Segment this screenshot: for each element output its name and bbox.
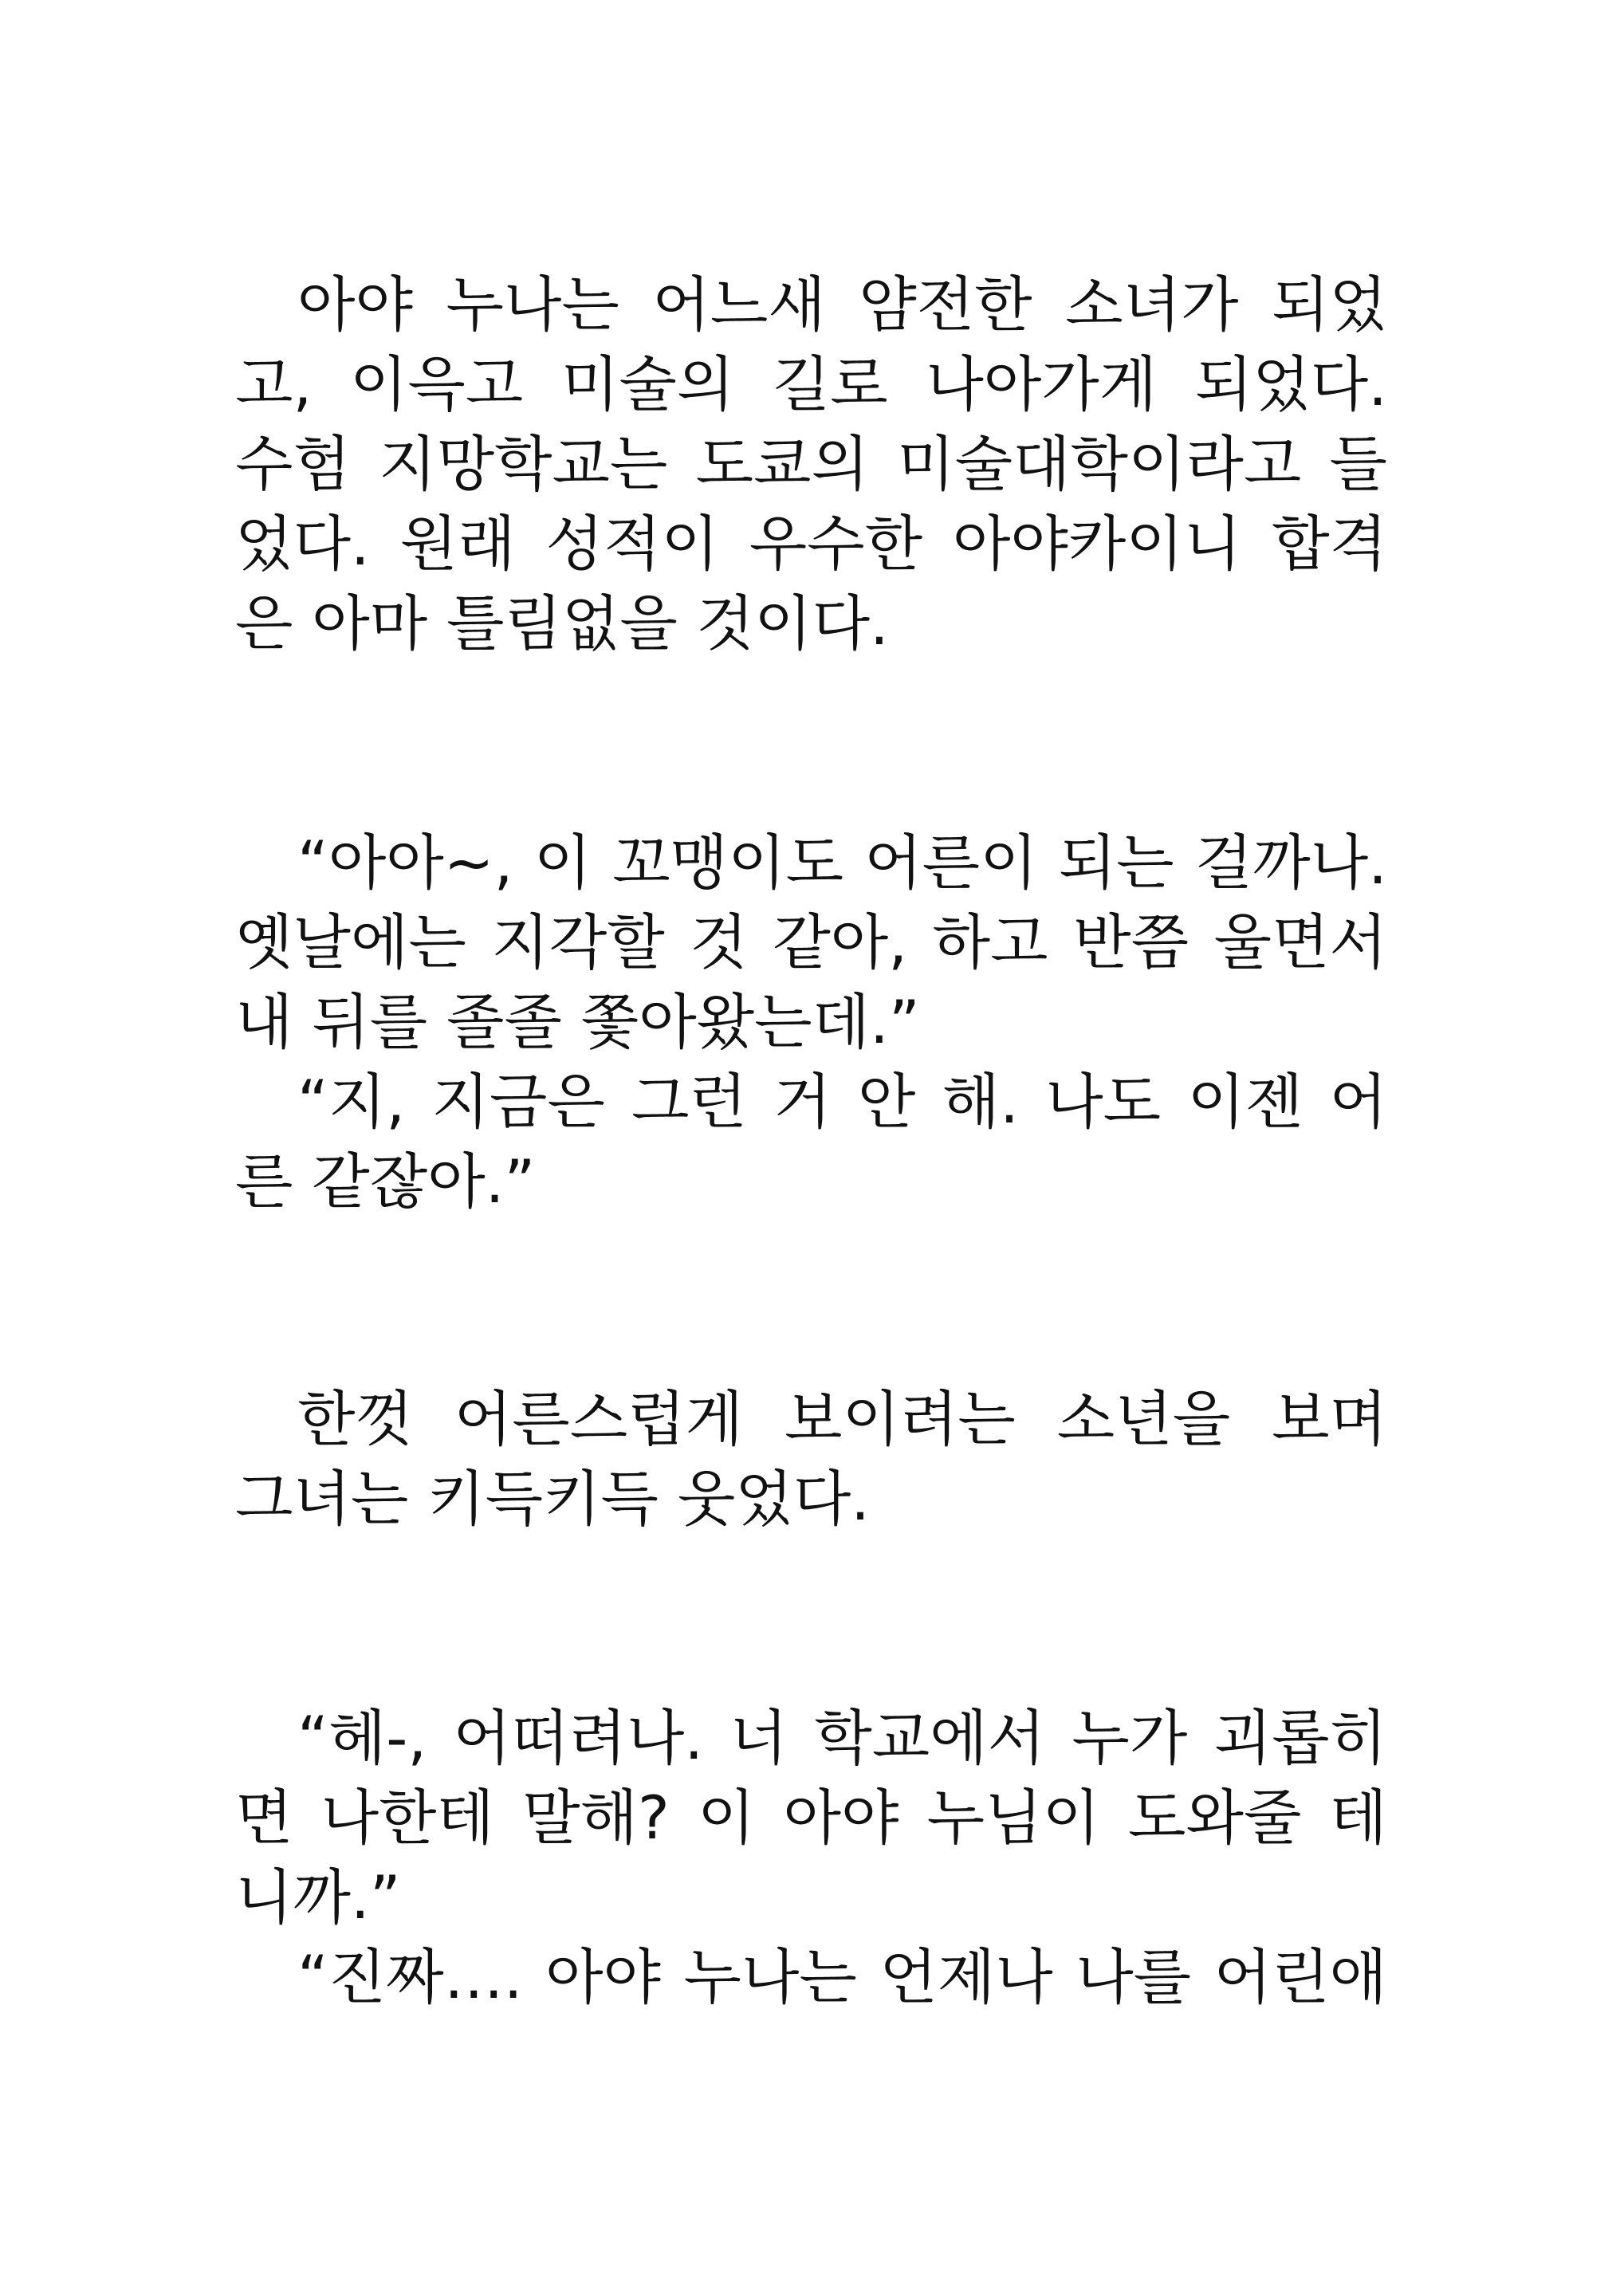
text-line: 옛날에는 지각할 것 같아, 하고 반쯤 울면서 <box>235 907 1387 977</box>
text-line: “헤-, 어떠려나. 너 학교에서 누가 괴롭히 <box>297 1703 1387 1773</box>
text-line: “아아~, 이 꼬맹이도 어른이 되는 걸까나. <box>297 828 1387 898</box>
text-line: 었다. 원래 성적이 우수한 아야카이니 합격 <box>235 509 1387 579</box>
text-line: 한껏 어른스럽게 보이려는 소년을 보며 <box>297 1384 1387 1454</box>
text-line: “진짜…. 아야 누나는 언제나 나를 어린애 <box>297 1942 1387 2012</box>
text-line: 고, 이윽고 미술의 길로 나아가게 되었다. <box>235 349 1387 419</box>
text-line: 은 아마 틀림없을 것이다. <box>235 588 889 659</box>
text-line: 그녀는 키득키득 웃었다. <box>235 1464 871 1534</box>
text-line: 아야 누나는 어느새 얌전한 소녀가 되었 <box>297 269 1387 340</box>
text-line: 내 뒤를 졸졸 쫓아왔는데.” <box>235 987 920 1057</box>
text-line: 면 나한테 말해? 이 아야 누님이 도와줄 테 <box>235 1783 1387 1853</box>
text-line: 니까.” <box>235 1862 401 1932</box>
text-line: 른 같잖아.” <box>235 1146 536 1217</box>
text-line: “지, 지금은 그런 거 안 해. 나도 이젠 어 <box>297 1067 1387 1137</box>
text-line: 수험 지망학교는 도쿄의 미술대학이라고 들 <box>235 429 1387 499</box>
